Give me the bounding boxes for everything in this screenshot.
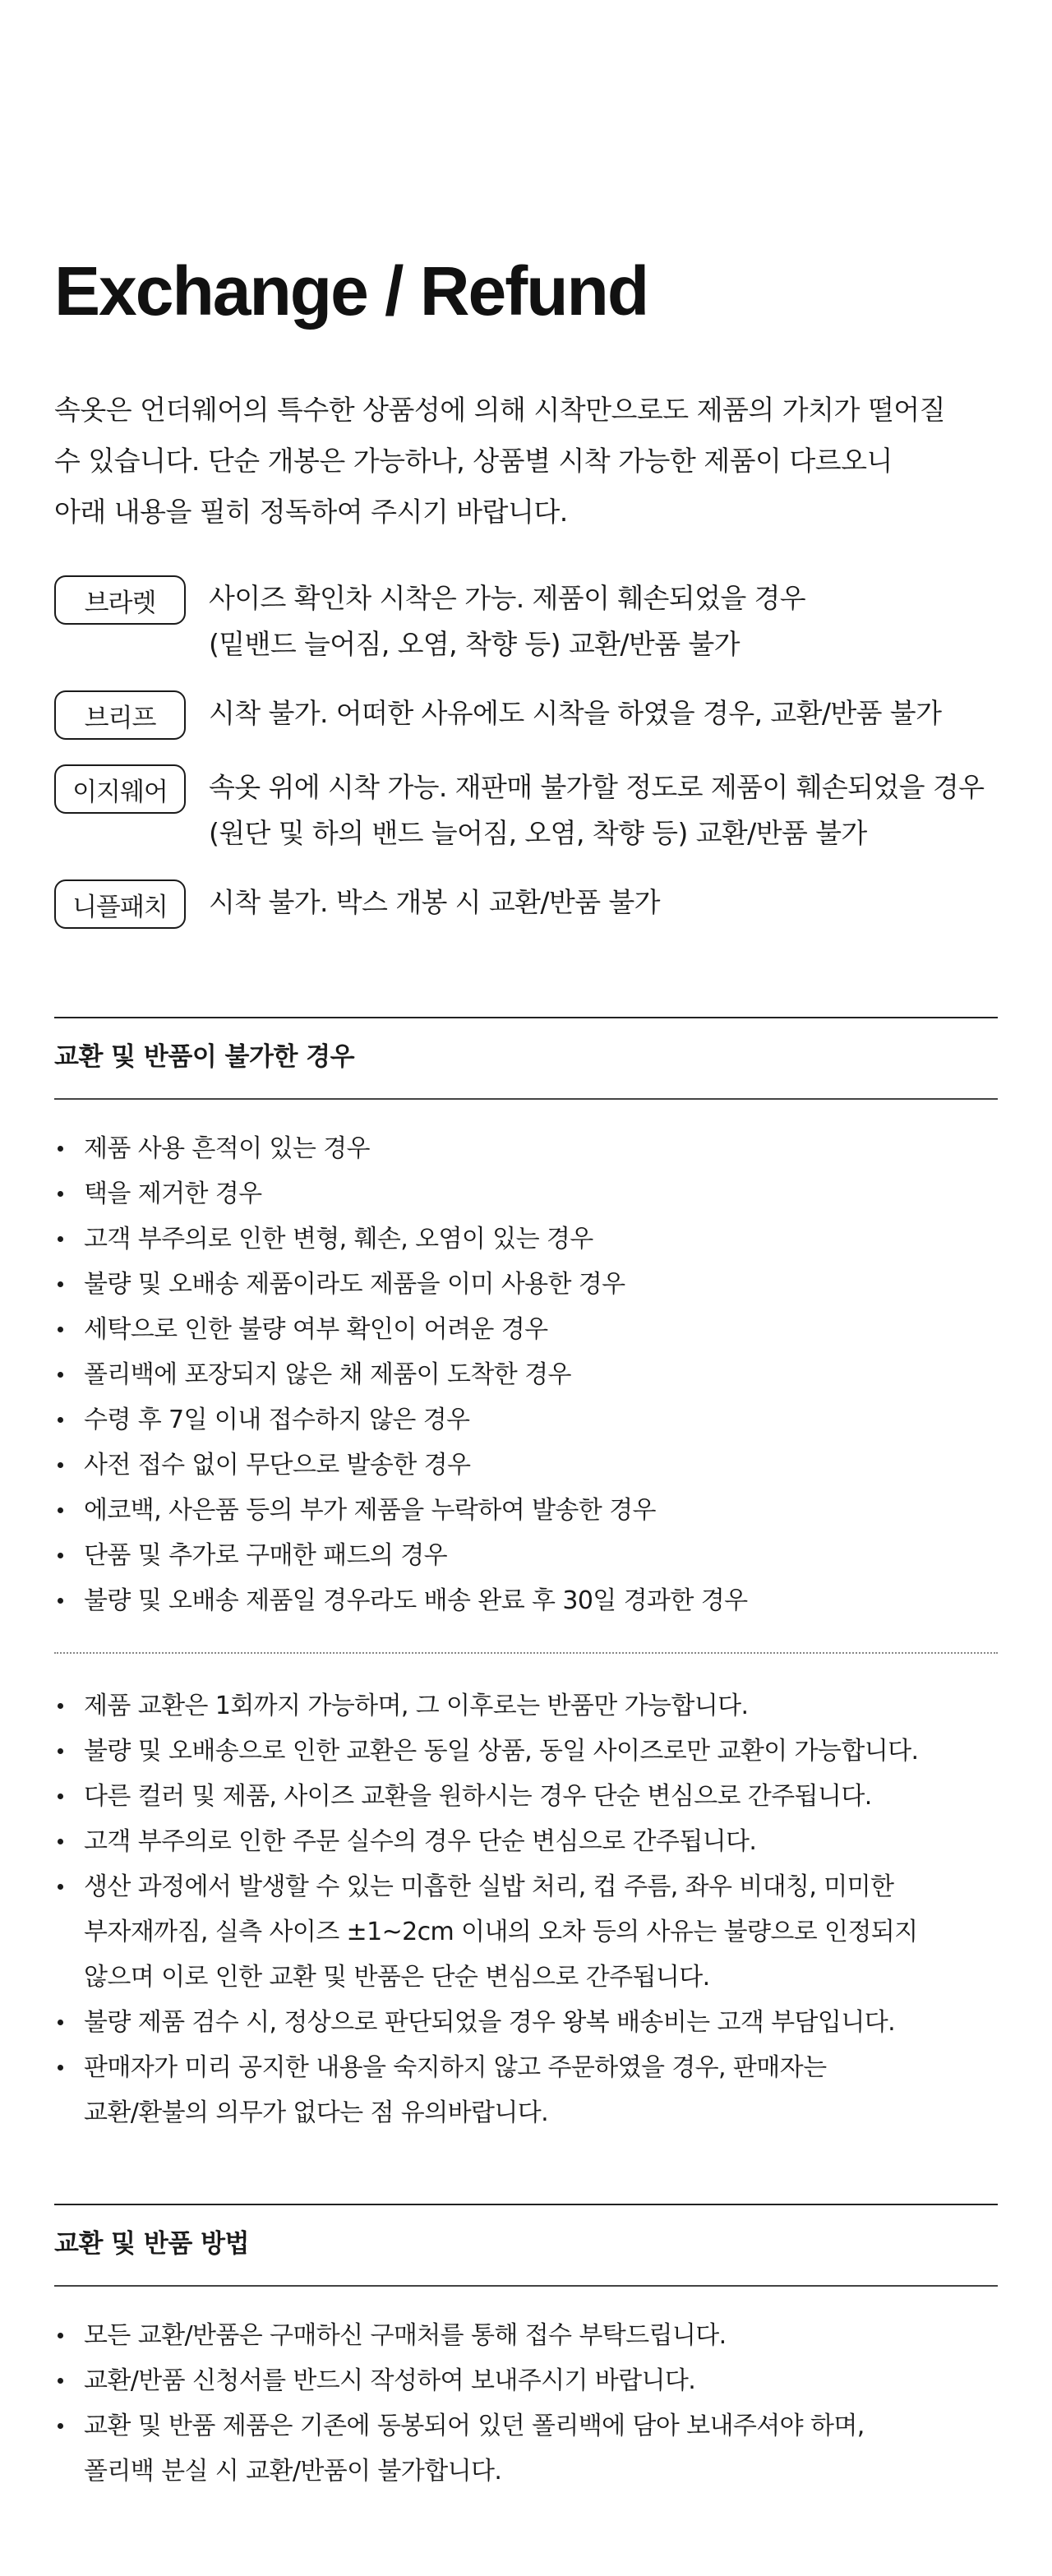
bullet-icon: [58, 1598, 63, 1604]
section-title-not-allowed: 교환 및 반품이 불가한 경우: [54, 1042, 355, 1072]
bullet-icon: [58, 1327, 63, 1332]
description-line: (원단 및 하의 밴드 늘어짐, 오염, 착향 등) 교환/반품 불가: [209, 817, 867, 849]
section-divider-top: [54, 2204, 998, 2205]
bullet-icon: [58, 1553, 63, 1558]
list-item: 불량 및 오배송 제품일 경우라도 배송 완료 후 30일 경과한 경우: [54, 1578, 1008, 1623]
list-item: 불량 제품 검수 시, 정상으로 판단되었을 경우 왕복 배송비는 고객 부담입니다.: [54, 2000, 1008, 2045]
bullet-icon: [58, 1372, 63, 1378]
bullet-icon: [58, 1507, 63, 1513]
bullet-icon: [58, 2065, 63, 2070]
bullet-icon: [58, 1748, 63, 1754]
bullet-icon: [58, 2020, 63, 2025]
description-line: 시착 불가. 박스 개봉 시 교환/반품 불가: [209, 886, 660, 918]
list-item: 고객 부주의로 인한 변형, 훼손, 오염이 있는 경우: [54, 1216, 1008, 1262]
bullet-icon: [58, 1462, 63, 1468]
dotted-divider: [54, 1652, 998, 1654]
bullet-icon: [58, 1794, 63, 1799]
bullet-icon: [58, 1281, 63, 1287]
list-item: 다른 컬러 및 제품, 사이즈 교환을 원하시는 경우 단순 변심으로 간주됩니다.: [54, 1774, 1008, 1819]
list-item: 택을 제거한 경우: [54, 1171, 1008, 1216]
list-item: 제품 교환은 1회까지 가능하며, 그 이후로는 반품만 가능합니다.: [54, 1683, 1008, 1729]
product-description: [209, 690, 941, 740]
product-row-nipple-patch: [54, 879, 660, 929]
product-description: [209, 879, 660, 929]
product-description: [209, 575, 805, 667]
description-line: (밑밴드 늘어짐, 오염, 착향 등) 교환/반품 불가: [209, 628, 740, 660]
product-tag: 브라렛: [54, 575, 186, 625]
bullet-icon: [58, 1884, 63, 1890]
list-item: 수령 후 7일 이내 접수하지 않은 경우: [54, 1397, 1008, 1443]
intro-line: 아래 내용을 필히 정독하여 주시기 바랍니다.: [54, 496, 568, 528]
list-item: 제품 사용 흔적이 있는 경우: [54, 1126, 1008, 1171]
list-item: 불량 및 오배송으로 인한 교환은 동일 상품, 동일 사이즈로만 교환이 가능합니다.: [54, 1729, 1008, 1774]
bullet-icon: [58, 1146, 63, 1152]
bullet-icon: [58, 1236, 63, 1242]
bullet-icon: [58, 2333, 63, 2338]
bullet-icon: [58, 2378, 63, 2384]
list-item: 사전 접수 없이 무단으로 발송한 경우: [54, 1443, 1008, 1488]
list-item: 생산 과정에서 발생할 수 있는 미흡한 실밥 처리, 컵 주름, 좌우 비대칭, 미미한 부자재까짐, 실측 사이즈 ±1~2cm 이내의 오차 등의 사유는 불량으로 인정되지 않으며 이로 인한 교환 및 반품은 단순 변심으로 간주됩니다.: [54, 1864, 1008, 2000]
list-item: 에코백, 사은품 등의 부가 제품을 누락하여 발송한 경우: [54, 1488, 1008, 1533]
product-tag: 니플패치: [54, 879, 186, 929]
product-row-brief: [54, 690, 941, 740]
bullet-icon: [58, 2423, 63, 2429]
list-item: 단품 및 추가로 구매한 패드의 경우: [54, 1533, 1008, 1578]
bullet-icon: [58, 1839, 63, 1844]
list-item: 폴리백에 포장되지 않은 채 제품이 도착한 경우: [54, 1352, 1008, 1397]
list-item: 세탁으로 인한 불량 여부 확인이 어려운 경우: [54, 1307, 1008, 1352]
page-title: Exchange / Refund: [54, 252, 648, 330]
product-row-easywear: [54, 764, 984, 856]
product-tag: 브리프: [54, 690, 186, 740]
intro-text: [54, 385, 1008, 538]
notes-list: [54, 1683, 1008, 2135]
section-title-method: 교환 및 반품 방법: [54, 2229, 249, 2259]
list-item: 교환/반품 신청서를 반드시 작성하여 보내주시기 바랍니다.: [54, 2358, 1008, 2403]
list-item: 불량 및 오배송 제품이라도 제품을 이미 사용한 경우: [54, 1262, 1008, 1307]
method-list: [54, 2313, 1008, 2494]
product-tag: 이지웨어: [54, 764, 186, 814]
description-line: 사이즈 확인차 시착은 가능. 제품이 훼손되었을 경우: [209, 582, 806, 614]
section-divider-top: [54, 1017, 998, 1018]
list-item: 판매자가 미리 공지한 내용을 숙지하지 않고 주문하였을 경우, 판매자는 교환/환불의 의무가 없다는 점 유의바랍니다.: [54, 2045, 1008, 2135]
section-divider-bottom: [54, 2285, 998, 2287]
list-item: 고객 부주의로 인한 주문 실수의 경우 단순 변심으로 간주됩니다.: [54, 1819, 1008, 1864]
list-item: 모든 교환/반품은 구매하신 구매처를 통해 접수 부탁드립니다.: [54, 2313, 1008, 2358]
intro-line: 속옷은 언더웨어의 특수한 상품성에 의해 시착만으로도 제품의 가치가 떨어질: [54, 394, 946, 426]
list-item: 교환 및 반품 제품은 기존에 동봉되어 있던 폴리백에 담아 보내주셔야 하며, 폴리백 분실 시 교환/반품이 불가합니다.: [54, 2403, 1008, 2494]
product-description: [209, 764, 984, 856]
bullet-icon: [58, 1191, 63, 1197]
product-row-bralette: [54, 575, 805, 667]
description-line: 시착 불가. 어떠한 사유에도 시착을 하였을 경우, 교환/반품 불가: [209, 697, 942, 729]
section-divider-bottom: [54, 1098, 998, 1100]
intro-line: 수 있습니다. 단순 개봉은 가능하나, 상품별 시착 가능한 제품이 다르오니: [54, 445, 893, 477]
not-allowed-list: [54, 1126, 1008, 1623]
description-line: 속옷 위에 시착 가능. 재판매 불가할 정도로 제품이 훼손되었을 경우: [209, 771, 985, 803]
bullet-icon: [58, 1417, 63, 1423]
bullet-icon: [58, 1703, 63, 1709]
